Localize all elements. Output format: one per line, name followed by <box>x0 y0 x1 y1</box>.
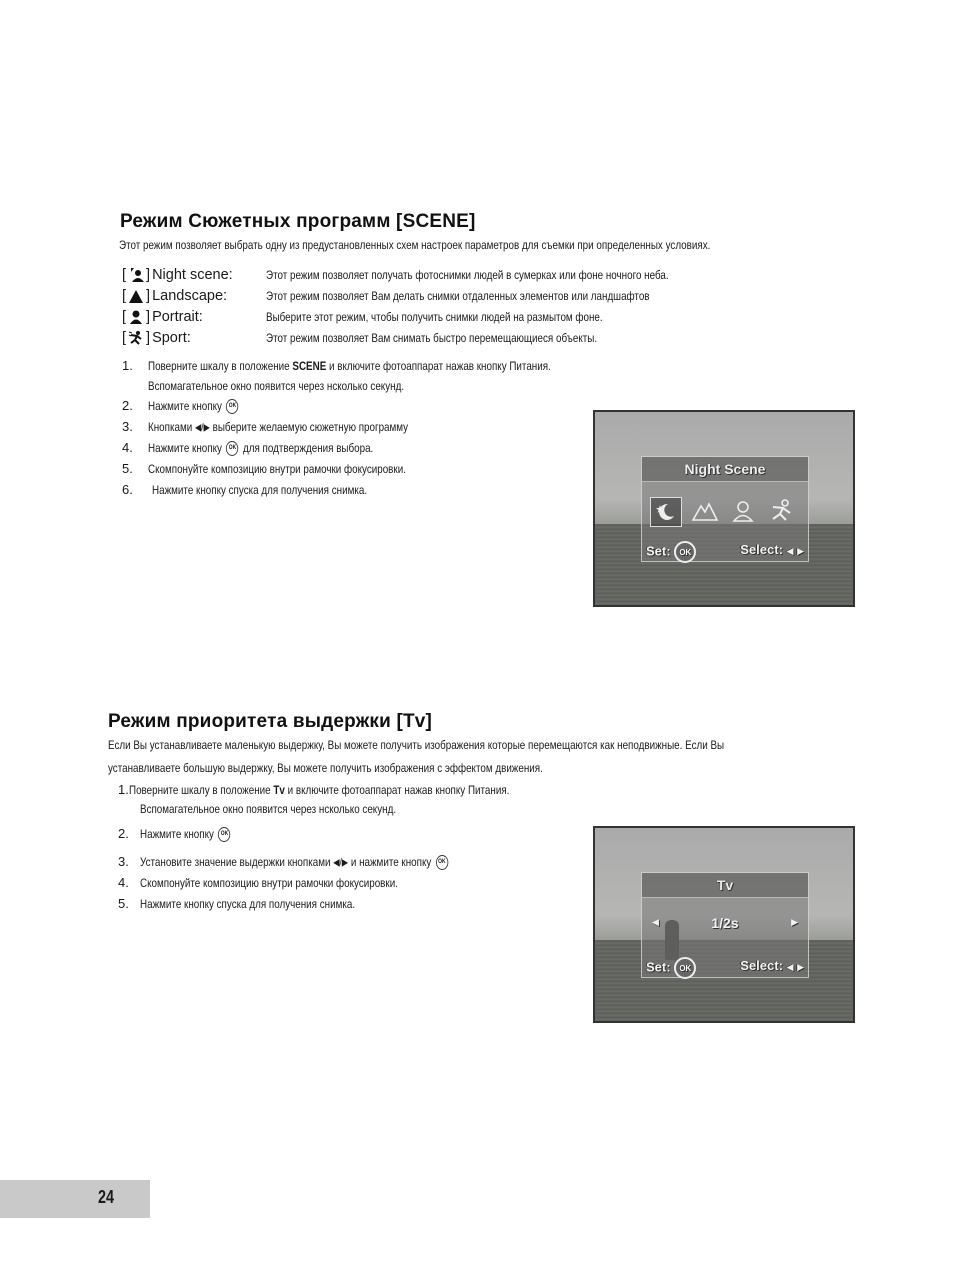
set-label: Set: <box>646 543 671 559</box>
tv-osd-title: Tv <box>642 873 808 898</box>
mode-desc-portrait: Выберите этот режим, чтобы получить снимки людей на размытом фоне. <box>266 309 603 324</box>
tv-section-title: Режим приоритета выдержки [Tv] <box>108 711 433 732</box>
tv-step-2: 2. Нажмите кнопку OK <box>118 826 578 854</box>
scene-intro: Этот режим позволяет выбрать одну из предустановленных схем настроек параметров для съемки при определенных условиях. <box>119 238 711 252</box>
scene-osd-footer <box>642 539 808 561</box>
scene-dial-label: SCENE <box>292 359 327 373</box>
mode-row-sport: [ ] Sport: Этот режим позволяет Вам снимать быстро перемещающиеся объекты. <box>122 329 598 346</box>
sport-icon[interactable] <box>766 497 796 525</box>
ok-button-icon: OK <box>218 827 230 842</box>
portrait-icon[interactable] <box>728 497 758 525</box>
landscape-icon <box>128 288 144 304</box>
scene-step-6: 6. Нажмите кнопку спуска для получения снимка. <box>122 482 368 497</box>
mode-row-portrait: [ ] Portrait: Выберите этот режим, чтобы получить снимки людей на размытом фоне. <box>122 308 603 325</box>
tv-step-5: 5. Нажмите кнопку спуска для получения снимка. <box>118 896 356 911</box>
mode-label-night: Night scene: <box>152 266 233 283</box>
select-label: Select: <box>740 958 783 973</box>
mode-desc-landscape: Этот режим позволяет Вам делать снимки отдаленных элементов или ландшафтов <box>266 288 650 303</box>
tv-step-3: 3. Установите значение выдержки кнопками ◀/▶ и нажмите кнопку OK <box>118 854 578 875</box>
portrait-icon <box>128 309 144 325</box>
right-arrow-icon[interactable]: ▶ <box>797 546 804 556</box>
right-arrow-icon[interactable]: ▶ <box>791 917 798 927</box>
mode-desc-night: Этот режим позволяет получать фотоснимки людей в сумерках или фоне ночного неба. <box>266 267 669 282</box>
right-arrow-icon[interactable]: ▶ <box>797 962 804 972</box>
scene-step-2: 2. Нажмите кнопку OK <box>122 398 682 419</box>
mode-label-sport: Sport: <box>152 329 191 346</box>
left-right-arrows-icon: ◀/▶ <box>333 857 349 869</box>
shutter-speed-value: 1/2s <box>711 915 739 931</box>
tv-step-4: 4. Скомпонуйте композицию внутри рамочки фокусировки. <box>118 875 398 890</box>
set-label: Set: <box>646 959 671 975</box>
scene-step-4: 4. Нажмите кнопку OK для подтверждения выбора. <box>122 440 374 455</box>
tv-dial-label: Tv <box>273 783 285 797</box>
scene-camera-screen <box>593 410 855 607</box>
select-label: Select: <box>740 542 783 557</box>
tv-step-1-line2: Вспомагательное окно появится через нсколько секунд. <box>140 802 397 816</box>
left-right-arrows-icon: ◀/▶ <box>194 422 210 434</box>
left-arrow-icon[interactable]: ◀ <box>786 546 794 556</box>
scene-step-1-line2: Вспомагательное окно появится через нсколько секунд. <box>148 379 405 393</box>
tv-osd-footer <box>642 955 808 977</box>
page-number-tab <box>0 1180 150 1218</box>
scene-step-1: 1. Поверните шкалу в положение SCENE и включите фотоаппарат нажав кнопку Питания. <box>122 358 551 373</box>
ok-button-icon: OK <box>226 441 238 456</box>
left-arrow-icon[interactable]: ◀ <box>652 917 659 927</box>
scene-section-title: Режим Сюжетных программ [SCENE] <box>120 211 476 232</box>
scene-step-3: 3. Кнопками ◀/▶ выберите желаемую сюжетную программу <box>122 419 409 434</box>
left-arrow-icon[interactable]: ◀ <box>786 962 794 972</box>
page-number: 24 <box>98 1187 115 1207</box>
tv-camera-screen <box>593 826 855 1023</box>
sport-icon <box>128 330 144 346</box>
scene-osd-panel <box>641 456 809 562</box>
mode-desc-sport: Этот режим позволяет Вам снимать быстро перемещающиеся объекты. <box>266 330 598 345</box>
tv-value-row <box>642 909 808 941</box>
scene-step-5: 5. Скомпонуйте композицию внутри рамочки фокусировки. <box>122 461 406 476</box>
scene-osd-title: Night Scene <box>642 457 808 482</box>
ok-button-icon[interactable]: OK <box>674 957 696 979</box>
landscape-icon[interactable] <box>690 497 720 525</box>
tv-steps <box>118 782 578 917</box>
ok-button-icon[interactable]: OK <box>674 541 696 563</box>
mode-label-landscape: Landscape: <box>152 287 228 304</box>
tv-intro-line1: Если Вы устанавливаете маленькую выдержку, Вы можете получить изображения которые перемещаются как неподвижные. Если Вы <box>108 738 725 752</box>
tv-osd-panel <box>641 872 809 978</box>
mode-label-portrait: Portrait: <box>152 308 203 325</box>
ok-button-icon: OK <box>436 855 448 870</box>
night-scene-icon[interactable] <box>650 497 682 527</box>
scene-modes-list <box>120 264 820 348</box>
mode-row-night: [ ] Night scene: Этот режим позволяет получать фотоснимки людей в сумерках или фоне ночного неба. <box>122 266 669 283</box>
tv-intro-line2: устанавливаете большую выдержку, Вы можете получить изображения с эффектом движения. <box>108 761 543 775</box>
ok-button-icon: OK <box>226 399 238 414</box>
night-scene-icon <box>128 267 144 283</box>
tv-step-1: 1. Поверните шкалу в положение Tv и включите фотоаппарат нажав кнопку Питания. <box>118 782 510 797</box>
mode-row-landscape: [ ] Landscape: Этот режим позволяет Вам делать снимки отдаленных элементов или ландшафтов <box>122 287 650 304</box>
